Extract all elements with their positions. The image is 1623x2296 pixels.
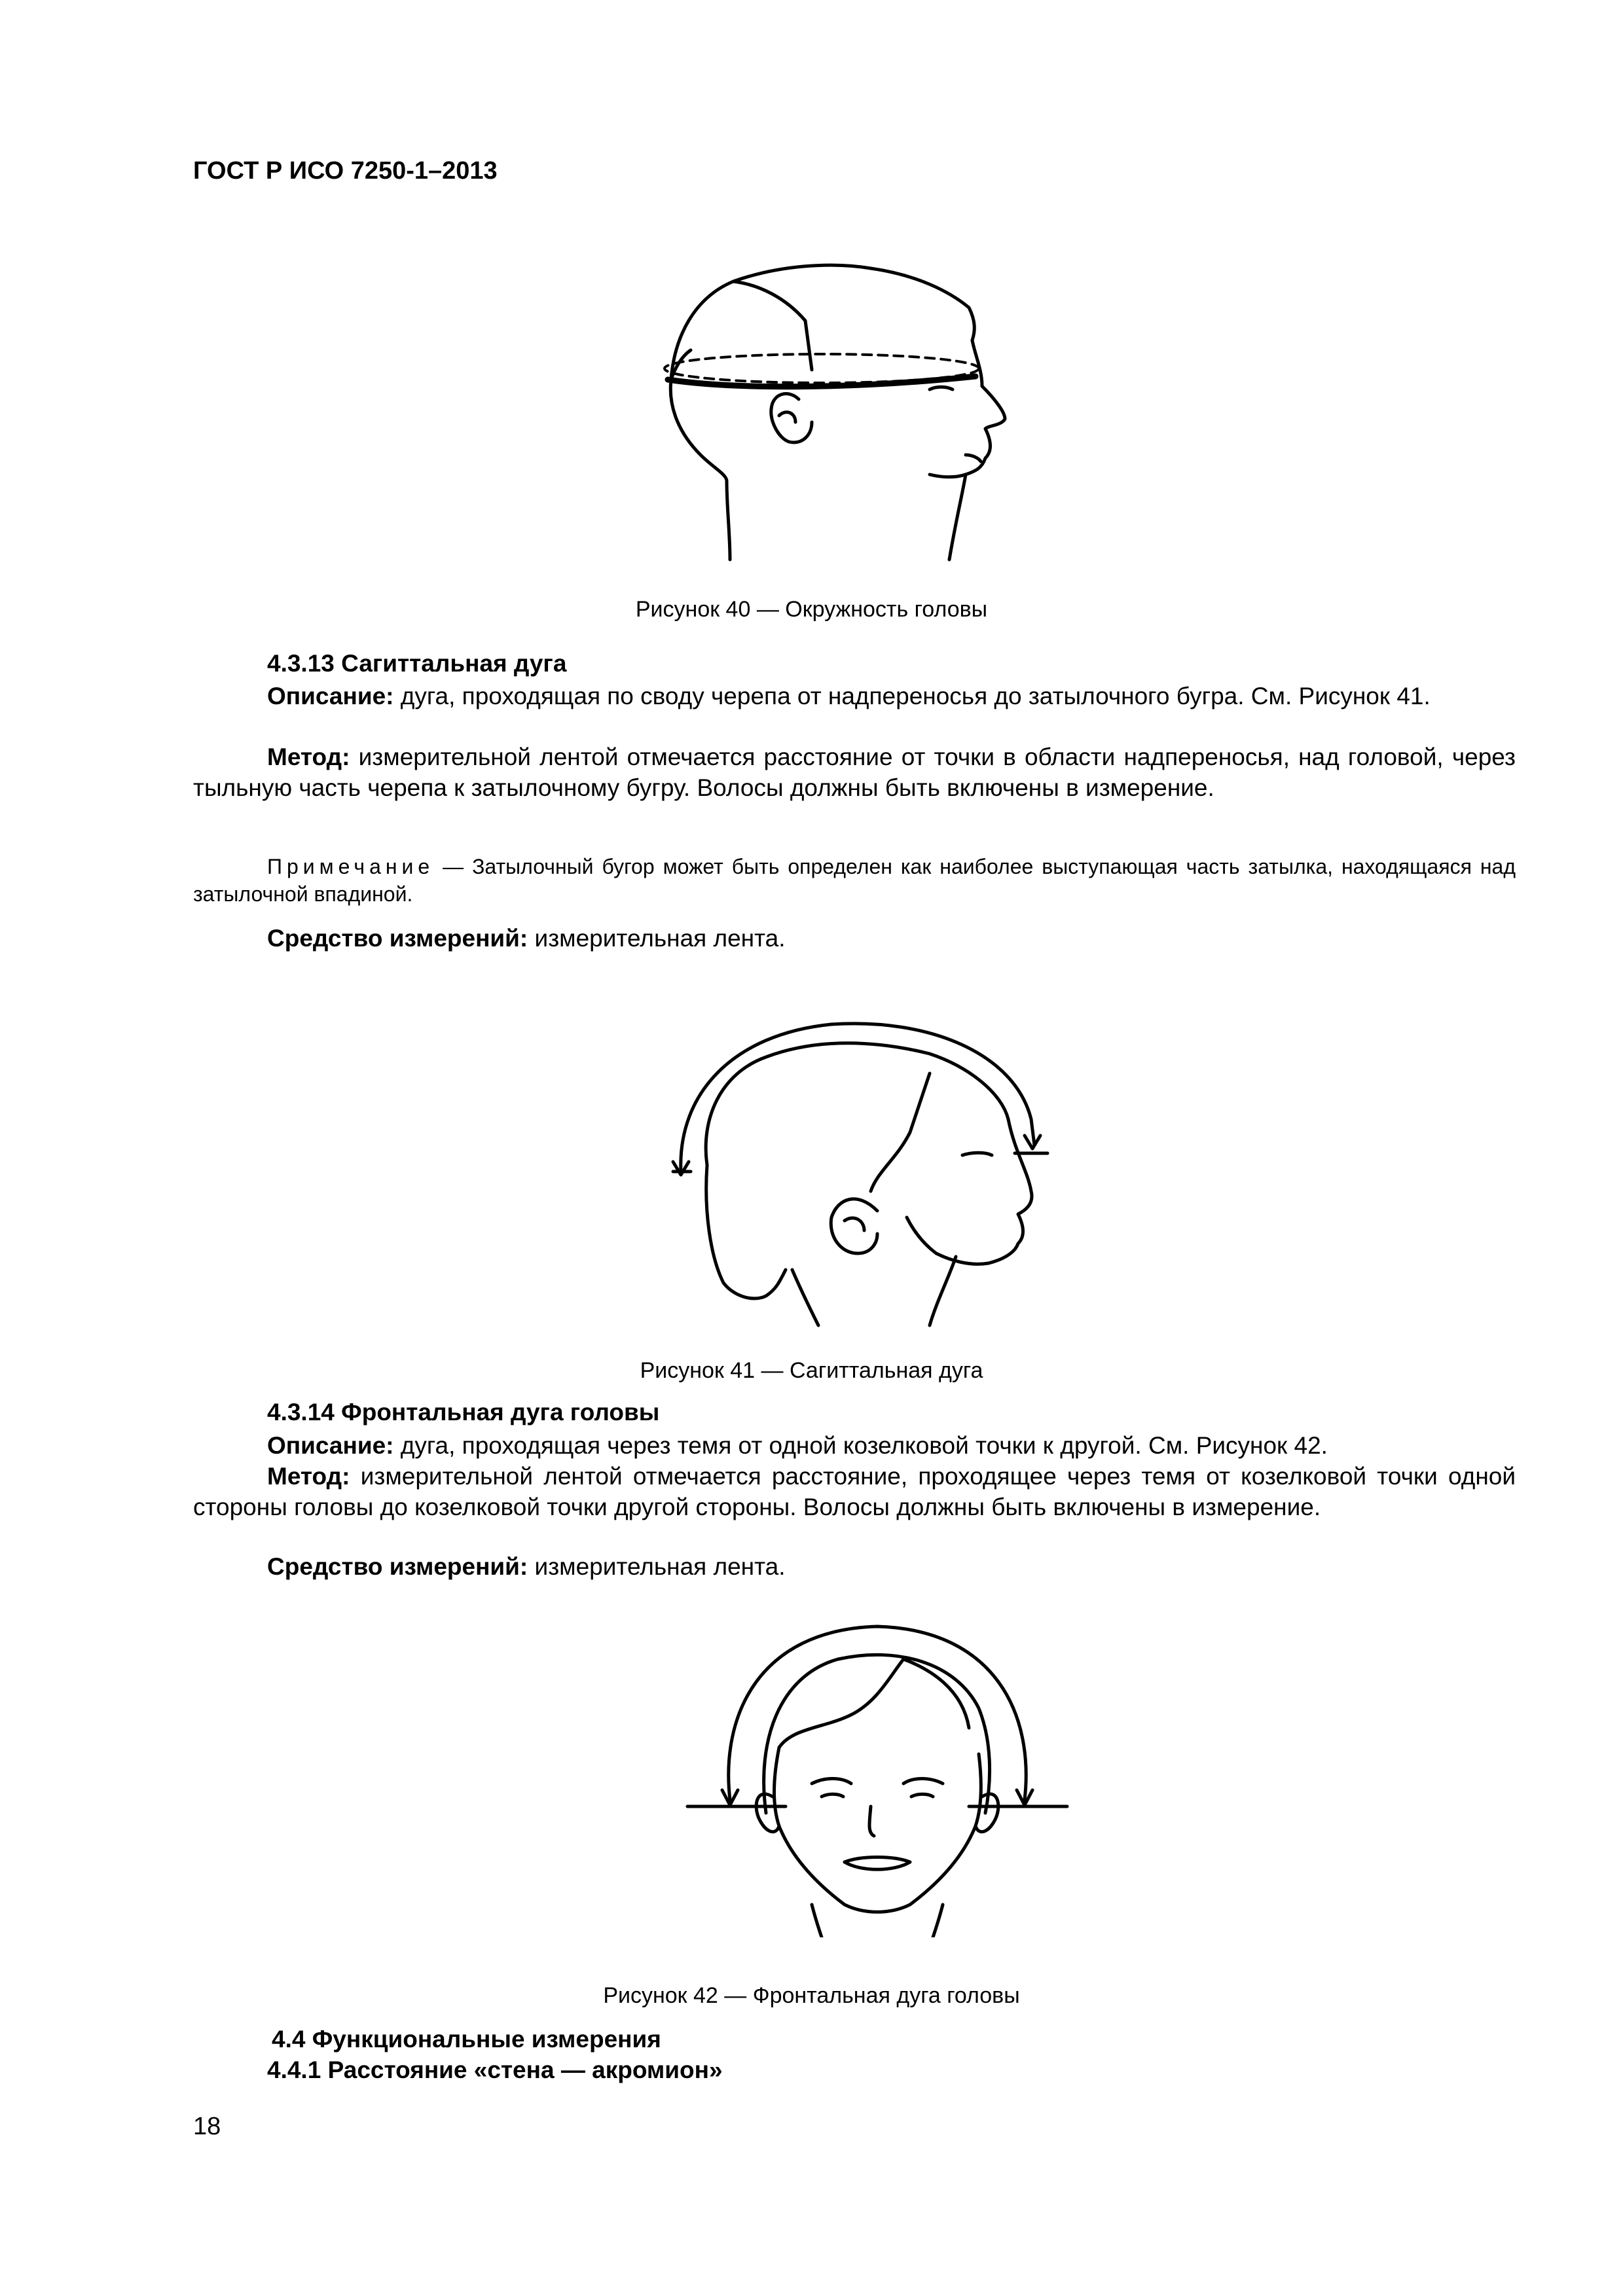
document-header: ГОСТ Р ИСО 7250-1–2013 xyxy=(193,157,498,185)
note-text: — Затылочный бугор может быть определен как наиболее выступающая часть затылка, находящаяся над затылочной впадиной. xyxy=(193,855,1516,906)
section-4-3-14-description xyxy=(193,1430,1516,1461)
tool-text: измерительная лента. xyxy=(528,1553,786,1580)
figure-41-caption: Рисунок 41 — Сагиттальная дуга xyxy=(640,1358,983,1383)
method-text: измерительной лентой отмечается расстояние, проходящее через темя от козелковой точки одной стороны головы до козелковой точки другой стороны. Волосы должны быть включены в измерение. xyxy=(193,1463,1516,1520)
section-4-3-13-tool xyxy=(267,925,785,952)
description-text: дуга, проходящая по своду черепа от надпереносья до затылочного бугра. См. Рисунок 41. xyxy=(393,683,1431,709)
note-label: Примечание xyxy=(267,855,435,878)
method-label: Метод: xyxy=(267,744,350,770)
section-4-3-13-title: 4.3.13 Сагиттальная дуга xyxy=(267,650,567,677)
figure-41-sagittal-arc-illustration xyxy=(661,995,1054,1329)
page-number: 18 xyxy=(193,2113,221,2140)
section-4-3-13-method xyxy=(193,742,1516,803)
figure-42-caption: Рисунок 42 — Фронтальная дуга головы xyxy=(603,1983,1020,2008)
tool-label: Средство измерений: xyxy=(267,925,528,952)
description-label: Описание: xyxy=(267,1432,394,1459)
section-4-3-14-method xyxy=(193,1461,1516,1522)
section-4-4-1-title: 4.4.1 Расстояние «стена — акромион» xyxy=(267,2056,723,2083)
figure-40-head-circumference-illustration xyxy=(655,259,1008,573)
description-label: Описание: xyxy=(267,683,394,709)
tool-label: Средство измерений: xyxy=(267,1553,528,1580)
method-label: Метод: xyxy=(267,1463,350,1490)
section-4-3-14-title: 4.3.14 Фронтальная дуга головы xyxy=(267,1399,660,1426)
method-text: измерительной лентой отмечается расстояние от точки в области надпереносья, над головой, через тыльную часть черепа к затылочному бугру. Волосы должны быть включены в измерение. xyxy=(193,744,1516,801)
tool-text: измерительная лента. xyxy=(528,925,786,952)
section-4-4-title: 4.4 Функциональные измерения xyxy=(272,2026,661,2053)
description-text: дуга, проходящая через темя от одной козелковой точки к другой. См. Рисунок 42. xyxy=(393,1432,1328,1459)
section-4-3-13-description xyxy=(193,681,1516,711)
section-4-3-13-note xyxy=(193,853,1516,908)
figure-40-caption: Рисунок 40 — Окружность головы xyxy=(635,597,988,622)
section-4-3-14-tool xyxy=(267,1553,785,1581)
figure-42-frontal-arc-illustration xyxy=(681,1597,1074,1937)
